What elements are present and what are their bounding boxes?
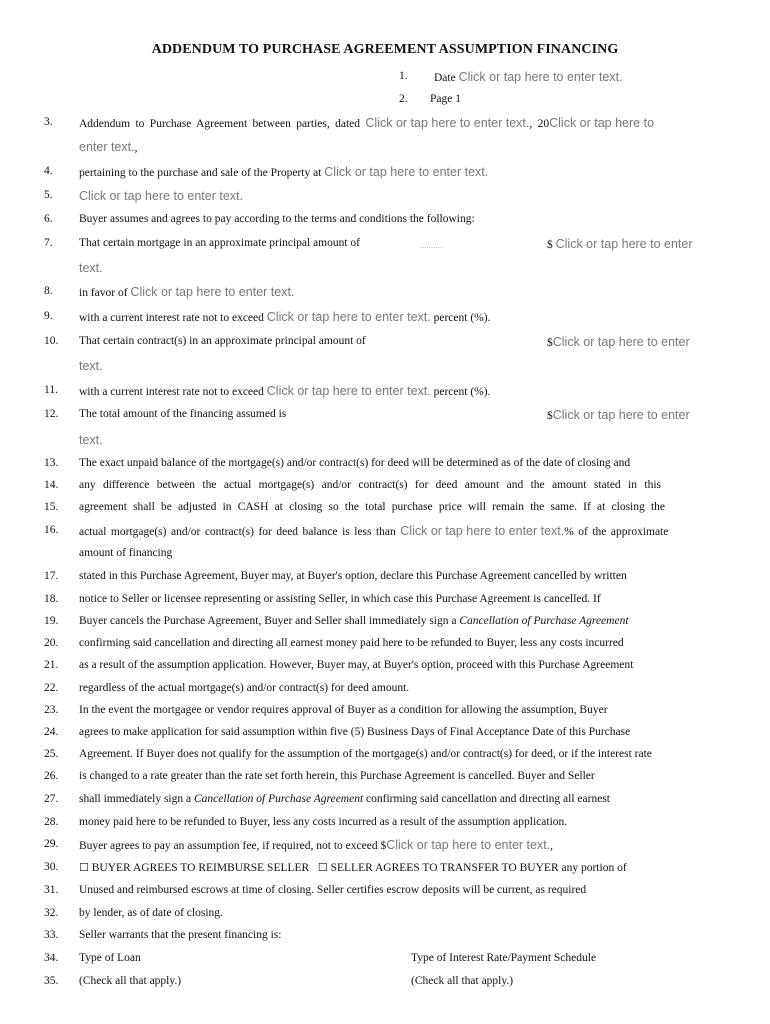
line-12 (0, 408, 770, 430)
property-field-line-2[interactable]: Click or tap here to enter text. (79, 189, 243, 203)
line-text: money paid here to be refunded to Buyer, less any costs incurred as a result of the assumption application. (79, 816, 568, 828)
line-33 (0, 929, 770, 951)
seller-transfer-label: SELLER AGREES TO TRANSFER TO BUYER (327, 862, 559, 874)
line-10 (0, 335, 770, 357)
line-text: agreement shall be adjusted in CASH at closing so the total purchase price will remain the same. If at closing the (79, 501, 665, 513)
line-23 (0, 704, 770, 726)
line-number: 15. (44, 501, 59, 513)
contract-amount-field[interactable]: Click or tap here to enter (552, 335, 690, 349)
line-number: 35. (44, 975, 59, 987)
assumption-fee-field[interactable]: Click or tap here to enter text. (386, 838, 551, 852)
line-12-continued (0, 433, 770, 455)
line-17 (0, 570, 770, 592)
line-text: by lender, as of date of closing. (79, 907, 223, 919)
document-title: ADDENDUM TO PURCHASE AGREEMENT ASSUMPTION FINANCING (151, 42, 619, 57)
mortgage-amount-field-cont[interactable]: text. (79, 261, 103, 275)
buyer-reimburse-label: BUYER AGREES TO REIMBURSE SELLER (88, 862, 310, 874)
line-text: percent (%). (430, 312, 491, 324)
line-text: actual mortgage(s) and/or contract(s) for deed balance is less than (79, 526, 396, 538)
line-text: , (134, 142, 138, 154)
line-number: 21. (44, 659, 59, 671)
line-21 (0, 659, 770, 681)
in-favor-of-field[interactable]: Click or tap here to enter text. (130, 285, 295, 299)
line-number: 18. (44, 593, 59, 605)
agreement-date-field[interactable]: Click or tap here to enter text. (365, 116, 530, 130)
line-28 (0, 816, 770, 838)
line-35 (0, 975, 770, 997)
line-3-continued (0, 140, 770, 162)
line-text: with a current interest rate not to exceed (79, 312, 264, 324)
buyer-reimburse-checkbox[interactable]: ☐ (79, 861, 89, 874)
mortgage-interest-rate-field[interactable]: Click or tap here to enter text. (266, 310, 431, 324)
line-1 (0, 70, 770, 92)
line-13 (0, 457, 770, 479)
line-number: 16. (44, 524, 59, 536)
line-26 (0, 770, 770, 792)
loan-type-heading: Type of Loan (79, 952, 141, 964)
currency-symbol: $ (547, 239, 556, 251)
line-number: 9. (44, 310, 53, 322)
line-18 (0, 593, 770, 615)
line-number: 19. (44, 615, 59, 627)
line-text: , 20 (529, 118, 550, 130)
line-text: Unused and reimbursed escrows at time of closing. Seller certifies escrow deposits will be current, as required (79, 884, 587, 896)
line-text: stated in this Purchase Agreement, Buyer may, at Buyer's option, declare this Purchase Agreement cancelled by written (79, 570, 627, 582)
line-number: 29. (44, 838, 59, 850)
date-label: Date (434, 72, 456, 84)
line-number: 33. (44, 929, 59, 941)
line-number: 4. (44, 165, 53, 177)
line-34 (0, 952, 770, 974)
line-text-italic: Cancellation of Purchase Agreement (193, 793, 364, 805)
line-number: 1. (399, 70, 408, 82)
interest-rate-type-heading: Type of Interest Rate/Payment Schedule (411, 952, 597, 964)
check-all-note: (Check all that apply.) (79, 975, 182, 987)
line-16-continued (0, 547, 770, 569)
currency-symbol: $ (547, 410, 553, 422)
line-number: 24. (44, 726, 59, 738)
line-text: agrees to make application for said assumption within five (5) Business Days of Final Acceptance Date of this Purchase (79, 726, 631, 738)
line-number: 14. (44, 479, 59, 491)
line-text: Buyer assumes and agrees to pay according to the terms and conditions the following: (79, 213, 475, 225)
line-24 (0, 726, 770, 748)
line-text: pertaining to the purchase and sale of the Property at (79, 167, 322, 179)
line-text: amount of financing (79, 547, 173, 559)
line-number: 26. (44, 770, 59, 782)
line-30 (0, 861, 770, 883)
line-3 (0, 116, 770, 138)
property-field[interactable]: Click or tap here to enter text. (324, 165, 489, 179)
line-14 (0, 479, 770, 501)
line-number: 3. (44, 116, 53, 128)
line-text: is changed to a rate greater than the rate set forth herein, this Purchase Agreement is cancelled. Buyer and Seller (79, 770, 595, 782)
line-text: notice to Seller or licensee representing or assisting Seller, in which case this Purchase Agreement is cancelled. If (79, 593, 601, 605)
line-32 (0, 907, 770, 929)
line-number: 10. (44, 335, 59, 347)
line-number: 5. (44, 189, 53, 201)
line-20 (0, 637, 770, 659)
line-text: , (550, 840, 554, 852)
line-number: 12. (44, 408, 59, 420)
line-31 (0, 884, 770, 906)
line-number: 28. (44, 816, 59, 828)
line-15 (0, 501, 770, 523)
line-8 (0, 285, 770, 307)
line-text: Seller warrants that the present financing is: (79, 929, 282, 941)
line-9 (0, 310, 770, 332)
line-text: Addendum to Purchase Agreement between parties, dated (79, 118, 361, 130)
line-2 (0, 93, 770, 115)
balance-percent-field[interactable]: Click or tap here to enter text. (400, 524, 565, 538)
line-text: any difference between the actual mortgage(s) and/or contract(s) for deed amount and the amount stated in this (79, 479, 661, 491)
line-text: confirming said cancellation and directing all earnest money paid here to be refunded to Buyer, less any costs incurred (79, 637, 624, 649)
line-16 (0, 524, 770, 546)
agreement-year-field[interactable]: Click or tap here to (549, 116, 655, 130)
line-text: That certain mortgage in an approximate principal amount of (79, 237, 361, 249)
line-number: 31. (44, 884, 59, 896)
line-text: Buyer cancels the Purchase Agreement, Buyer and Seller shall immediately sign a (79, 615, 460, 627)
line-number: 30. (44, 861, 59, 873)
line-number: 8. (44, 285, 53, 297)
check-all-note: (Check all that apply.) (411, 975, 514, 987)
dotted-leader: .......... (420, 242, 443, 250)
line-7-continued (0, 261, 770, 283)
line-6 (0, 213, 770, 235)
line-19 (0, 615, 770, 637)
line-text: Agreement. If Buyer does not qualify for the assumption of the mortgage(s) and/or contract(s) for deed, or if the interest rate (79, 748, 652, 760)
line-29 (0, 838, 770, 860)
line-number: 6. (44, 213, 53, 225)
total-financing-field[interactable]: Click or tap here to enter (552, 408, 690, 422)
line-number: 11. (44, 384, 58, 396)
line-number: 27. (44, 793, 59, 805)
line-number: 23. (44, 704, 59, 716)
line-10-continued (0, 359, 770, 381)
line-number: 20. (44, 637, 59, 649)
line-4 (0, 165, 770, 187)
line-27 (0, 793, 770, 815)
line-5 (0, 189, 770, 211)
agreement-year-field-cont[interactable]: enter text. (79, 140, 135, 154)
line-text: That certain contract(s) in an approximate principal amount of (79, 335, 366, 347)
line-number: 22. (44, 682, 59, 694)
line-22 (0, 682, 770, 704)
line-number: 13. (44, 457, 59, 469)
line-text: any portion of (558, 862, 627, 874)
contract-amount-field-cont[interactable]: text. (79, 359, 103, 373)
line-text: The exact unpaid balance of the mortgage(s) and/or contract(s) for deed will be determined as of the date of closing and (79, 457, 631, 469)
contract-interest-rate-field[interactable]: Click or tap here to enter text. (266, 384, 431, 398)
line-7 (0, 237, 770, 259)
line-number: 7. (44, 237, 53, 249)
line-text: in favor of (79, 287, 128, 299)
line-number: 34. (44, 952, 59, 964)
line-text-italic: Cancellation of Purchase Agreement (459, 615, 629, 627)
line-text: percent (%). (430, 386, 491, 398)
line-text: The total amount of the financing assumed is (79, 408, 287, 420)
line-text: shall immediately sign a (79, 793, 194, 805)
line-text: % of the approximate (564, 526, 669, 538)
line-text: In the event the mortgagee or vendor requires approval of Buyer as a condition for allowing the assumption, Buyer (79, 704, 608, 716)
page-label: Page 1 (430, 93, 461, 105)
line-25 (0, 748, 770, 770)
line-number: 25. (44, 748, 59, 760)
line-text: with a current interest rate not to exceed (79, 386, 264, 398)
total-financing-field-cont[interactable]: text. (79, 433, 103, 447)
line-number: 32. (44, 907, 59, 919)
line-number: 2. (399, 93, 408, 105)
line-number: 17. (44, 570, 59, 582)
date-field[interactable]: Click or tap here to enter text. (458, 70, 623, 84)
seller-transfer-checkbox[interactable]: ☐ (317, 861, 328, 874)
currency-symbol: $ (547, 337, 553, 349)
line-text: confirming said cancellation and directing all earnest (363, 793, 610, 805)
line-11 (0, 384, 770, 406)
mortgage-amount-field[interactable]: Click or tap here to enter (555, 237, 693, 251)
line-text: Buyer agrees to pay an assumption fee, if required, not to exceed $ (79, 840, 387, 852)
line-text: regardless of the actual mortgage(s) and/or contract(s) for deed amount. (79, 682, 410, 694)
line-text: as a result of the assumption application. However, Buyer may, at Buyer's option, proceed with this Purchase Agreement (79, 659, 634, 671)
